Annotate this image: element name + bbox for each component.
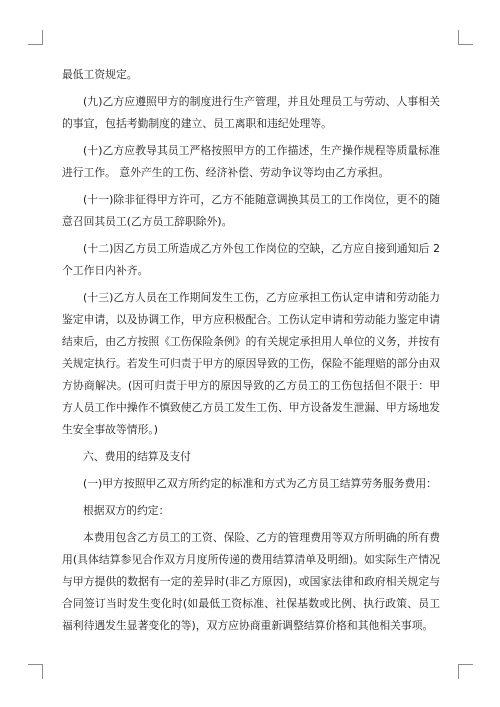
section-heading-fees: 六、费用的结算及支付 — [83, 450, 191, 463]
fee-clause-1: (一)甲方按照甲乙双方所约定的标准和方式为乙方员工结算劳务服务费用： — [83, 477, 437, 490]
clause-9: (九)乙方应遵照甲方的制度进行生产管理，并且处理员工与劳动、人事相关的事宜，包括考勤制度的建立、员工离职和违纪处理等。 — [62, 95, 440, 130]
crop-mark-bottom-left — [28, 664, 43, 679]
crop-mark-bottom-right — [458, 664, 473, 679]
clause-13: (十三)乙方人员在工作期间发生工伤，乙方应承担工伤认定申请和劳动能力鉴定申请，以及协调工作，甲方应积极配合。工伤认定申请和劳动能力鉴定申请结束后，由乙方按照《工伤保险条例》的有关规定承担用人单位的义务，并按有关规定执行。若发生可归责于甲方的原因导致的工伤，保险不能理赔的部分由双方协商解决。(因可归责于甲方的原因导致的乙方员工的工伤包括但不限于：甲方人员工作中操作不慎致使乙方员工发生工伤、甲方设备发生泄漏、甲方场地发生安全事故等情形。) — [62, 291, 440, 436]
agreement-intro: 根据双方的约定： — [83, 504, 170, 517]
paragraph-continuation: 最低工资规定。 — [62, 68, 138, 81]
clause-11: (十一)除非征得甲方许可，乙方不能随意调换其员工的工作岗位，更不的随意召回其员工(乙方员工辞职除外)。 — [62, 193, 440, 228]
clause-10: (十)乙方应教导其员工严格按照甲方的工作描述，生产操作规程等质量标准进行工作。 意外产生的工伤、经济补偿、劳动争议等均由乙方承担。 — [62, 144, 440, 179]
crop-mark-top-right — [458, 30, 473, 45]
fee-description: 本费用包含乙方员工的工资、保险、乙方的管理费用等双方所明确的所有费用(具体结算参见合作双方月度所传递的费用结算清单及明细)。如实际生产情况与甲方提供的数据有一定的差异时(非乙方原因)，或国家法律和政府相关规定与合同签订当时发生变化时(如最低工资标准、社保基数或比例、执行政策、员工福利待遇发生显著变化的等)，双方应协商重新调整结算价格和其他相关事项。 — [62, 531, 440, 632]
document-body — [62, 64, 440, 642]
clause-12: (十二)因乙方员工所造成乙方外包工作岗位的空缺，乙方应自接到通知后 2 个工作日内补齐。 — [62, 242, 440, 277]
crop-mark-top-left — [28, 30, 43, 45]
